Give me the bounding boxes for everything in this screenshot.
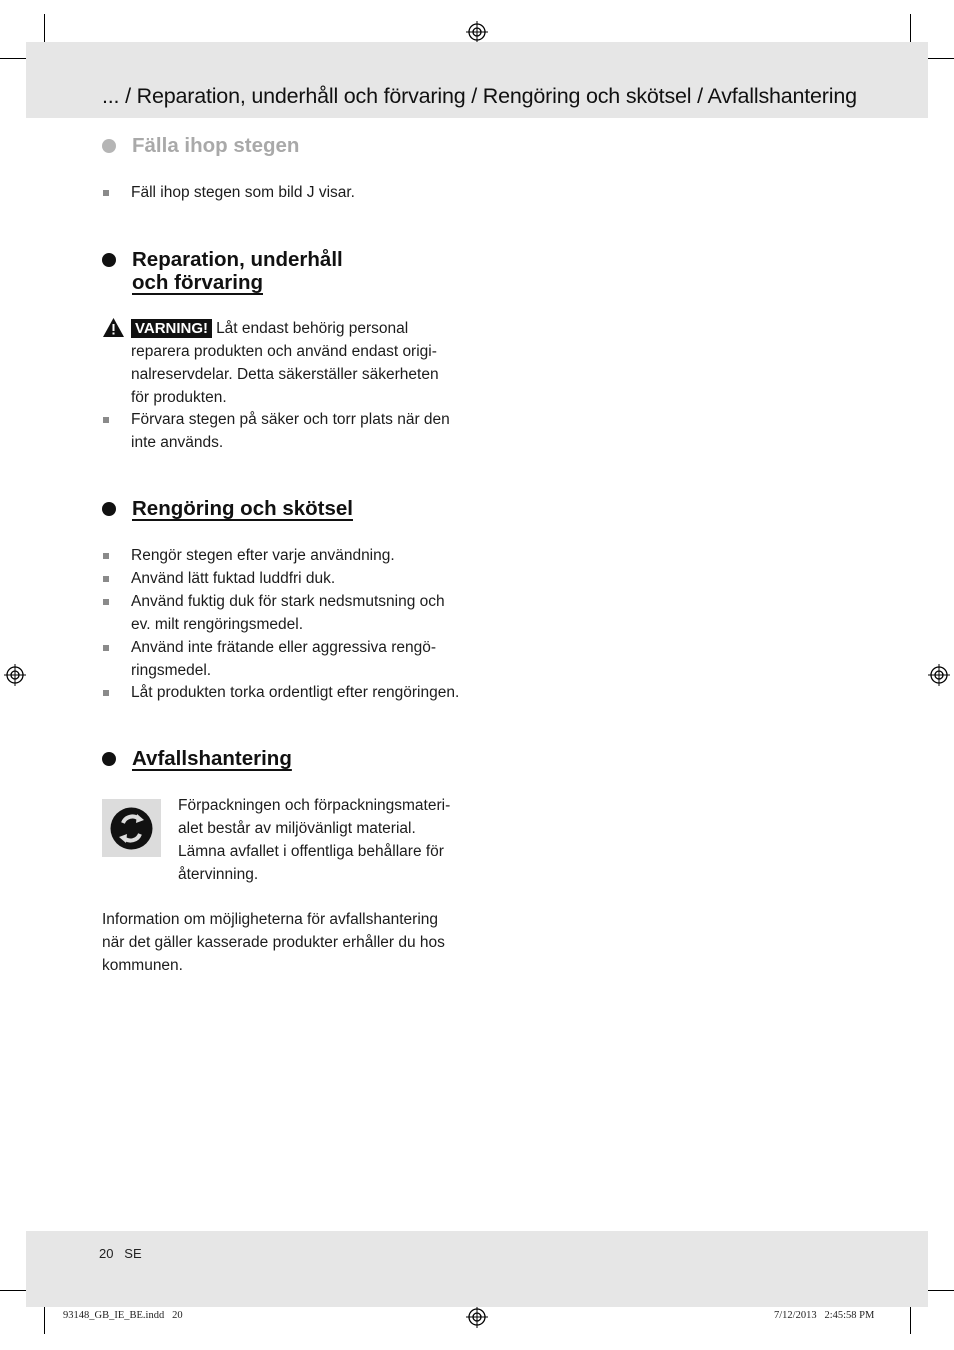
list-item: Låt produkten torka ordentligt efter rengöringen. <box>131 684 460 701</box>
list-item: Förvara stegen på säker och torr plats när den inte används. <box>131 411 450 451</box>
warning-badge: VARNING! <box>131 319 212 338</box>
registration-mark-icon <box>928 664 950 686</box>
registration-mark-icon <box>4 664 26 686</box>
list-bullet <box>103 690 109 696</box>
footer-band <box>26 1231 928 1307</box>
warning-line: nalreservdelar. Detta säkerställer säkerheten <box>131 366 439 383</box>
list-bullet <box>103 553 109 559</box>
warning-triangle-icon <box>102 317 125 338</box>
list-bullet <box>103 417 109 423</box>
warning-line: VARNING! Låt endast behörig personal <box>131 317 471 340</box>
recycle-icon-box <box>102 799 161 857</box>
list-item: Använd fuktig duk för stark nedsmutsning och ev. milt rengöringsmedel. <box>131 593 445 633</box>
page-number-label: 20 SE <box>99 1246 142 1261</box>
heading-text: Fälla ihop stegen <box>132 134 300 157</box>
registration-mark-icon <box>466 21 488 43</box>
heading-bullet <box>102 253 116 267</box>
warning-line: för produkten. <box>131 389 227 406</box>
list-bullet <box>103 645 109 651</box>
heading-bullet <box>102 752 116 766</box>
list-item: Använd lätt fuktad luddfri duk. <box>131 570 336 587</box>
heading-bullet <box>102 139 116 153</box>
heading-text-line1: Reparation, underhåll <box>132 248 343 271</box>
green-dot-recycle-icon <box>109 806 154 851</box>
list-item: Fäll ihop stegen som bild J visar. <box>131 184 355 201</box>
heading-text-line2: och förvaring <box>132 271 263 294</box>
list-bullet <box>103 190 109 196</box>
heading-text: Avfallshantering <box>132 747 292 770</box>
page-header-title: ... / Reparation, underhåll och förvaring / Rengöring och skötsel / Avfallshantering <box>102 84 857 108</box>
print-slug-timestamp: 7/12/2013 2:45:58 PM <box>774 1310 875 1321</box>
registration-mark-icon <box>466 1306 488 1328</box>
recycle-paragraph: Förpackningen och förpackningsmateri- alet består av miljövänligt material. Lämna avfallet i offentliga behållare för återvinning. <box>178 797 451 883</box>
list-bullet <box>103 599 109 605</box>
warning-paragraph <box>131 317 471 409</box>
disposal-info-paragraph: Information om möjligheterna för avfallshantering när det gäller kasserade produkter erhåller du hos kommunen. <box>102 911 445 974</box>
heading-text: Rengöring och skötsel <box>132 497 353 520</box>
warning-line: reparera produkten och använd endast origi- <box>131 343 437 360</box>
list-bullet <box>103 576 109 582</box>
print-slug-filename: 93148_GB_IE_BE.indd 20 <box>63 1310 183 1321</box>
list-item: Rengör stegen efter varje användning. <box>131 547 395 564</box>
heading-bullet <box>102 502 116 516</box>
list-item: Använd inte frätande eller aggressiva rengö- ringsmedel. <box>131 639 437 679</box>
